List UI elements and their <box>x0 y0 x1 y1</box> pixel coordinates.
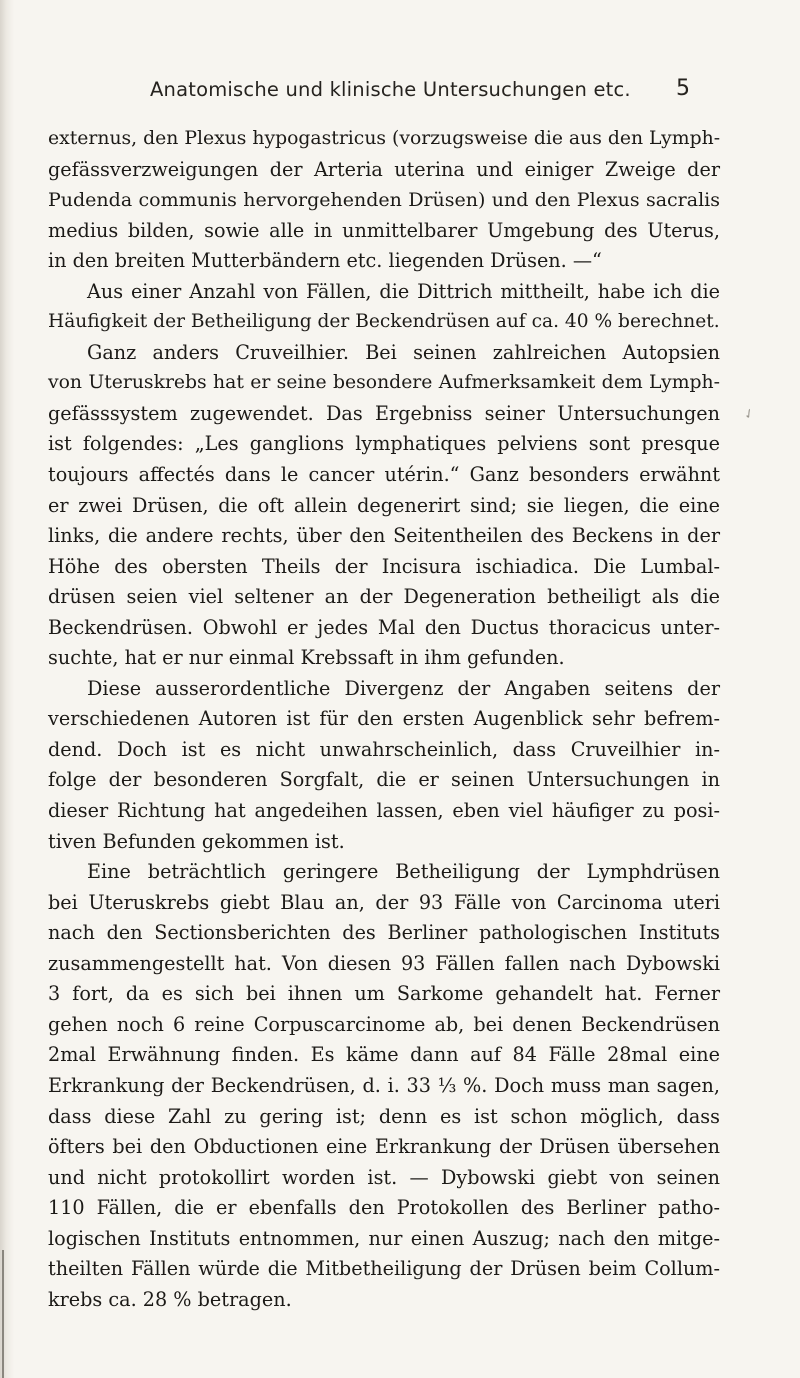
text-line: links, die andere rechts, über den Seitentheilen des Beckens in der <box>48 524 720 548</box>
text-line: gefässsystem zugewendet. Das Ergebniss seiner Untersuchungen <box>48 401 720 425</box>
text-line: toujours affectés dans le cancer utérin.“ Ganz besonders erwähnt <box>48 463 720 487</box>
text-line: logischen Instituts entnommen, nur einen Auszug; nach den mitge- <box>48 1226 720 1250</box>
text-line: 110 Fällen, die er ebenfalls den Protokollen des Berliner patho- <box>48 1196 720 1220</box>
running-header <box>0 78 800 108</box>
text-line: Eine beträchtlich geringere Betheiligung der Lymphdrüsen <box>87 860 720 884</box>
text-line: Höhe des obersten Theils der Incisura ischiadica. Die Lumbal- <box>48 554 720 578</box>
text-line: bei Uteruskrebs giebt Blau an, der 93 Fälle von Carcinoma uteri <box>48 890 720 914</box>
text-line: Häufigkeit der Betheiligung der Beckendrüsen auf ca. 40 % berechnet. <box>48 311 720 333</box>
text-line: krebs ca. 28 % betragen. <box>48 1287 292 1311</box>
text-line: Beckendrüsen. Obwohl er jedes Mal den Ductus thoracicus unter- <box>48 615 720 639</box>
text-line: Diese ausserordentliche Divergenz der Angaben seitens der <box>87 676 720 700</box>
text-line: in den breiten Mutterbändern etc. liegenden Drüsen. —“ <box>48 249 602 273</box>
page-number: 5 <box>676 76 690 101</box>
text-line: dass diese Zahl zu gering ist; denn es ist schon möglich, dass <box>48 1104 720 1128</box>
margin-mark: ✓ <box>740 405 758 424</box>
binding-edge-line <box>2 1250 4 1378</box>
text-line: nach den Sectionsberichten des Berliner pathologischen Instituts <box>48 921 720 945</box>
text-line: verschiedenen Autoren ist für den ersten Augenblick sehr befrem- <box>48 707 720 731</box>
text-line: Aus einer Anzahl von Fällen, die Dittrich mittheilt, habe ich die <box>87 279 720 303</box>
text-line: dieser Richtung hat angedeihen lassen, eben viel häufiger zu posi- <box>48 799 720 823</box>
text-line: Erkrankung der Beckendrüsen, d. i. 33 ⅓ %. Doch muss man sagen, <box>48 1073 720 1097</box>
text-line: Ganz anders Cruveilhier. Bei seinen zahlreichen Autopsien <box>87 340 720 364</box>
text-line: zusammengestellt hat. Von diesen 93 Fällen fallen nach Dybowski <box>48 951 720 975</box>
text-line: Pudenda communis hervorgehenden Drüsen) und den Plexus sacralis <box>48 189 720 212</box>
text-line: 3 fort, da es sich bei ihnen um Sarkome gehandelt hat. Ferner <box>48 982 720 1006</box>
text-line: externus, den Plexus hypogastricus (vorzugsweise die aus den Lymph- <box>48 128 721 149</box>
text-line: dend. Doch ist es nicht unwahrscheinlich, dass Cruveilhier in- <box>48 737 720 761</box>
text-line: und nicht protokollirt worden ist. — Dybowski giebt von seinen <box>48 1165 720 1189</box>
text-line: er zwei Drüsen, die oft allein degenerirt sind; sie liegen, die eine <box>48 493 720 517</box>
text-line: drüsen seien viel seltener an der Degeneration betheiligt als die <box>48 585 720 609</box>
text-line: tiven Befunden gekommen ist. <box>48 829 345 853</box>
running-title: Anatomische und klinische Untersuchungen etc. <box>150 78 631 101</box>
text-line: von Uteruskrebs hat er seine besondere Aufmerksamkeit dem Lymph- <box>48 372 720 394</box>
text-line: suchte, hat er nur einmal Krebssaft in ihm gefunden. <box>48 646 565 670</box>
text-line: gefässverzweigungen der Arteria uterina und einiger Zweige der <box>48 157 720 181</box>
text-line: 2mal Erwähnung finden. Es käme dann auf 84 Fälle 28mal eine <box>48 1043 720 1067</box>
text-line: öfters bei den Obductionen eine Erkrankung der Drüsen übersehen <box>48 1135 720 1159</box>
text-line: gehen noch 6 reine Corpuscarcinome ab, bei denen Beckendrüsen <box>48 1012 720 1036</box>
text-line: folge der besonderen Sorgfalt, die er seinen Untersuchungen in <box>48 768 720 792</box>
text-line: theilten Fällen würde die Mitbetheiligung der Drüsen beim Collum- <box>48 1257 720 1281</box>
page-edge-shadow <box>0 0 14 1378</box>
text-line: medius bilden, sowie alle in unmittelbarer Umgebung des Uterus, <box>48 218 720 242</box>
body-text <box>48 124 720 1315</box>
text-line: ist folgendes: „Les ganglions lymphatiques pelviens sont presque <box>48 432 720 456</box>
